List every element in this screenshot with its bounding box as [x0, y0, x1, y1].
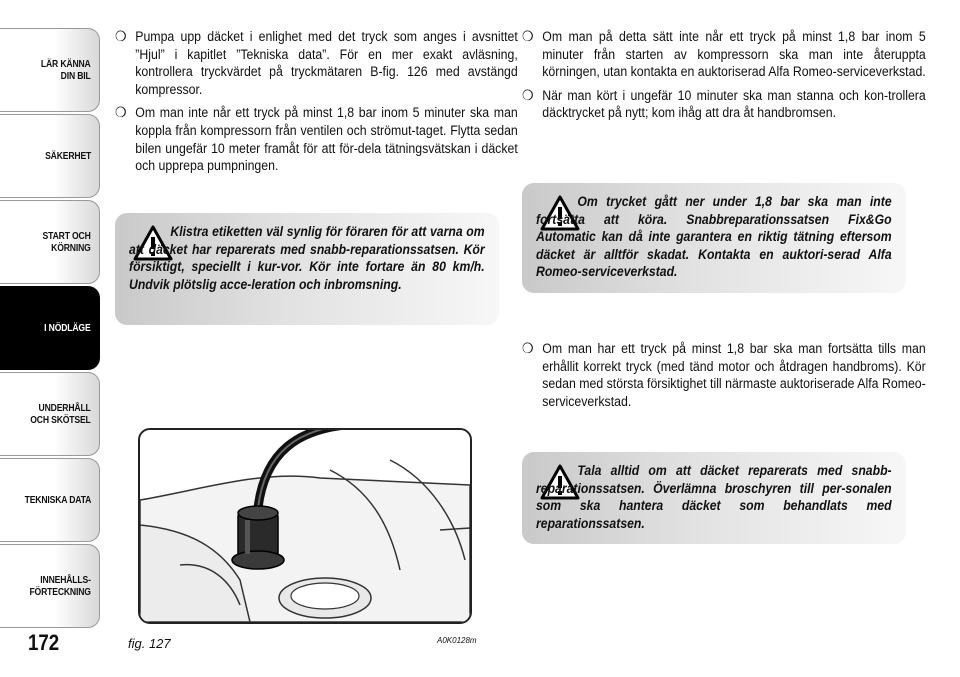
list-item: ❍ Om man på detta sätt inte når ett tryck på minst 1,8 bar inom 5 minuter från starten av kompressorn ska man inte återuppta körningen, utan kontakta en auktoriserad Alfa Romeo-serviceverkstad.	[522, 28, 926, 80]
warning-text: Om trycket gått ner under 1,8 bar ska man inte fortsätta att köra. Snabbreparationssatsen Fix&Go Automatic kan då inte garantera en riktig tätning eftersom däcket är alltför skadat. Kontakta en auktori-serad Alfa Romeo-serviceverkstad.	[536, 194, 892, 280]
warning-box-label	[115, 213, 499, 325]
tab-underhall-och-skotsel[interactable]: UNDERHÅLL OCH SKÖTSEL	[0, 372, 100, 456]
compressor-plug-illustration	[140, 430, 470, 622]
bullet-circle-icon: ❍	[522, 340, 534, 356]
list-item: ❍ Pumpa upp däcket i enlighet med det tryck som anges i avsnittet ”Hjul” i kapitlet ”Tekniska data”. För en mer exakt avläsning, kontrollera tryckvärdet på tryckmätaren B-fig. 126 med avstängd kompressor.	[115, 28, 518, 97]
warning-text: Tala alltid om att däcket reparerats med snabb-reparationssatsen. Överlämna broschyren till per-sonalen som ska hantera däcket som behandlats med reparationssatsen.	[536, 463, 892, 531]
bullet-circle-icon: ❍	[522, 28, 534, 44]
warning-box-pressure	[522, 183, 906, 293]
figure-code: A0K0128m	[437, 636, 477, 645]
left-column	[115, 28, 518, 181]
bullet-circle-icon: ❍	[522, 86, 534, 103]
tab-start-och-korning[interactable]: START OCH KÖRNING	[0, 200, 100, 284]
warning-text: Klistra etiketten väl synlig för föraren för att varna om att däcket har reparerats med snabb-reparationssatsen. Kör försiktigt, speciellt i kur-vor. Kör inte fortare än 80 km/h. Undvik plötslig acce-leration och inbromsning.	[129, 224, 485, 292]
tab-i-nodlage[interactable]: I NÖDLÄGE	[0, 286, 100, 370]
tab-lar-kanna-din-bil[interactable]: LÄR KÄNNA DIN BIL	[0, 28, 100, 112]
list-item: ❍ När man kört i ungefär 10 minuter ska man stanna och kon-trollera däcktrycket på nytt; kom ihåg att dra åt handbromsen.	[522, 86, 926, 121]
tab-tekniska-data[interactable]: TEKNISKA DATA	[0, 458, 100, 542]
page-number: 172	[28, 630, 60, 655]
right-column-top	[522, 28, 926, 128]
bullet-circle-icon: ❍	[115, 28, 127, 44]
tab-innehallsforteckning[interactable]: INNEHÅLLS- FÖRTECKNING	[0, 544, 100, 628]
tab-sakerhet[interactable]: SÄKERHET	[0, 114, 100, 198]
figure-caption: fig. 127	[128, 636, 171, 651]
warning-box-inform	[522, 452, 906, 544]
bullet-circle-icon: ❍	[115, 104, 127, 121]
right-column-middle	[522, 340, 926, 416]
list-item: ❍ Om man inte når ett tryck på minst 1,8 bar inom 5 minuter ska man koppla från kompressorn från ventilen och strömut-taget. Flytta sedan bilen ungefär 10 meter framåt för att för-dela tätningsvätskan i däcket och upprepa pumpningen.	[115, 104, 518, 174]
list-item: ❍ Om man har ett tryck på minst 1,8 bar ska man fortsätta tills man erhållit korrekt tryck (med tänd motor och åtdragen handbroms). Kör sedan med största försiktighet till närmaste auktoriserade Alfa Romeo-serviceverkstad.	[522, 340, 926, 409]
figure-compressor-illustration	[138, 428, 472, 624]
